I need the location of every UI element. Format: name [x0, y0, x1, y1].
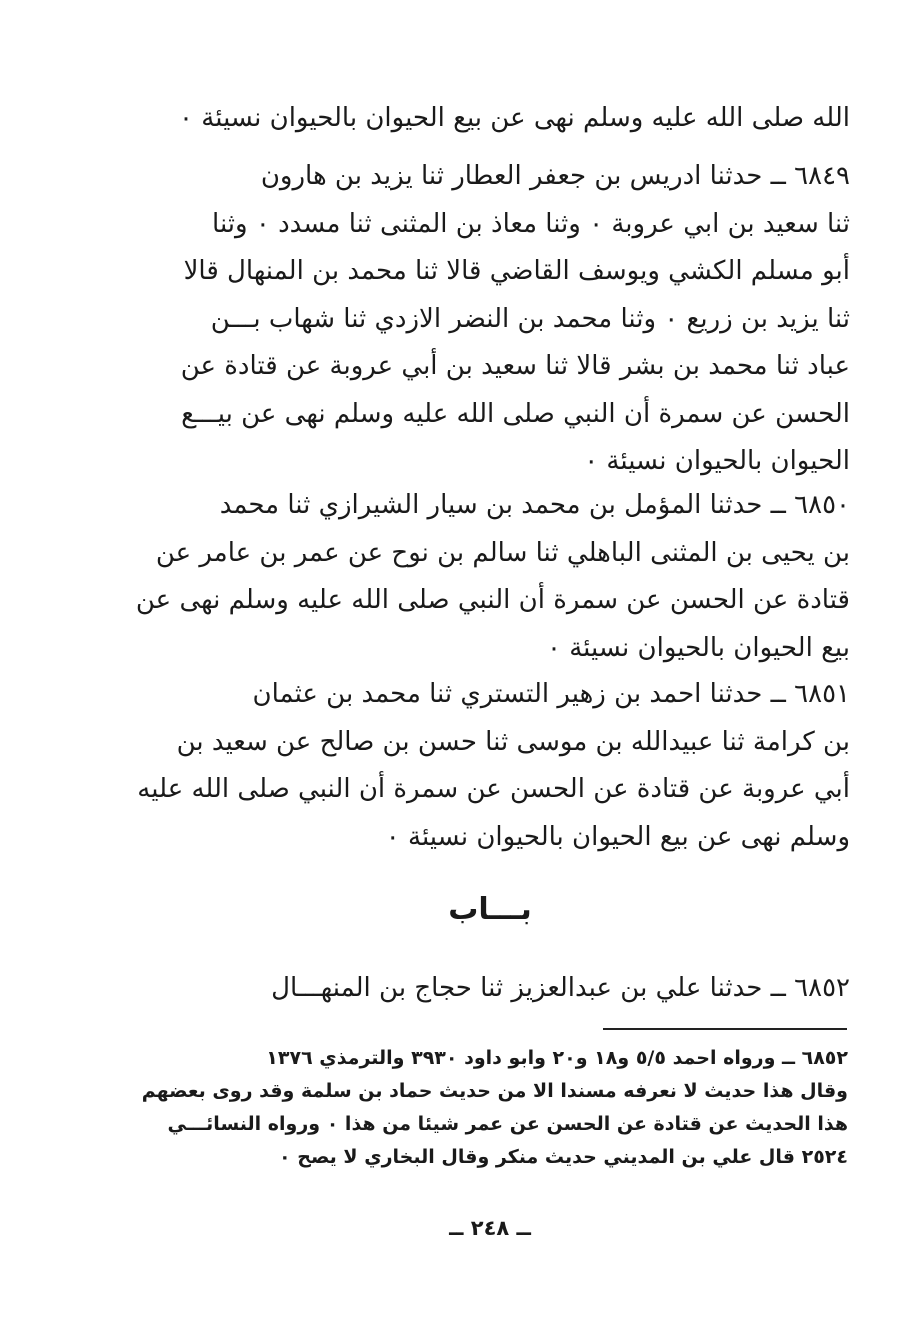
hadith-paragraph-6849	[130, 153, 850, 486]
text-line: أبو مسلم الكشي ويوسف القاضي قالا ثنا محمد بن المنهال قالا	[183, 256, 850, 286]
text-line: الحيوان بالحيوان نسيئة ٠	[584, 446, 850, 476]
footnote-separator	[603, 1028, 847, 1030]
text-line: ٦٨٤٩ ــ حدثنا ادريس بن جعفر العطار ثنا يزيد بن هارون	[260, 161, 850, 191]
text-line: قتادة عن الحسن عن سمرة أن النبي صلى الله عليه وسلم نهى عن	[135, 585, 850, 615]
page-number: ــ ٢٤٨ ــ	[449, 1216, 531, 1240]
text-line: ٦٨٥١ ــ حدثنا احمد بن زهير التستري ثنا محمد بن عثمان	[252, 679, 850, 709]
hadith-paragraph-continuation	[130, 95, 850, 143]
text-line: أبي عروبة عن قتادة عن الحسن عن سمرة أن النبي صلى الله عليه	[137, 774, 850, 804]
hadith-paragraph-6850	[130, 482, 850, 672]
footnote-line: ٦٨٥٢ ــ ورواه احمد ٥/٥ و١٨ و٢٠ وابو داود ٣٩٣٠ والترمذي ١٣٧٦	[266, 1047, 848, 1069]
chapter-heading: بـــاب	[448, 892, 532, 927]
hadith-paragraph-6852	[130, 965, 850, 1013]
text-line: ٦٨٥٠ ــ حدثنا المؤمل بن محمد بن سيار الشيرازي ثنا محمد	[219, 490, 850, 520]
text-line: بن يحيى بن المثنى الباهلي ثنا سالم بن نوح عن عمر بن عامر عن	[155, 537, 850, 568]
text-line: الحسن عن سمرة أن النبي صلى الله عليه وسلم نهى عن بيـــع	[181, 398, 850, 429]
text-line: وسلم نهى عن بيع الحيوان بالحيوان نسيئة ٠	[385, 821, 850, 852]
text-line: ثنا يزيد بن زريع ٠ وثنا محمد بن النضر الازدي ثنا شهاب بـــن	[210, 303, 850, 334]
text-line: بيع الحيوان بالحيوان نسيئة ٠	[547, 632, 850, 663]
text-line: ثنا سعيد بن ابي عروبة ٠ وثنا معاذ بن المثنى ثنا مسدد ٠ وثنا	[212, 208, 850, 239]
footnote	[130, 1042, 848, 1174]
text-line: بن كرامة ثنا عبيدالله بن موسى ثنا حسن بن صالح عن سعيد بن	[176, 726, 850, 757]
text-line: عباد ثنا محمد بن بشر قالا ثنا سعيد بن أبي عروبة عن قتادة عن	[180, 351, 850, 381]
footnote-line: وقال هذا حديث لا نعرفه مسندا الا من حديث حماد بن سلمة وقد روى بعضهم	[141, 1080, 848, 1102]
text-line: ٦٨٥٢ ــ حدثنا علي بن عبدالعزيز ثنا حجاج بن المنهـــال	[271, 973, 850, 1003]
hadith-paragraph-6851	[130, 671, 850, 861]
footnote-line: ٢٥٢٤ قال علي بن المديني حديث منكر وقال البخاري لا يصح ٠	[279, 1146, 848, 1168]
footnote-line: هذا الحديث عن قتادة عن الحسن عن عمر شيئا من هذا ٠ ورواه النسائـــي	[167, 1113, 848, 1135]
text-line: الله صلى الله عليه وسلم نهى عن بيع الحيوان بالحيوان نسيئة ٠	[179, 103, 850, 133]
